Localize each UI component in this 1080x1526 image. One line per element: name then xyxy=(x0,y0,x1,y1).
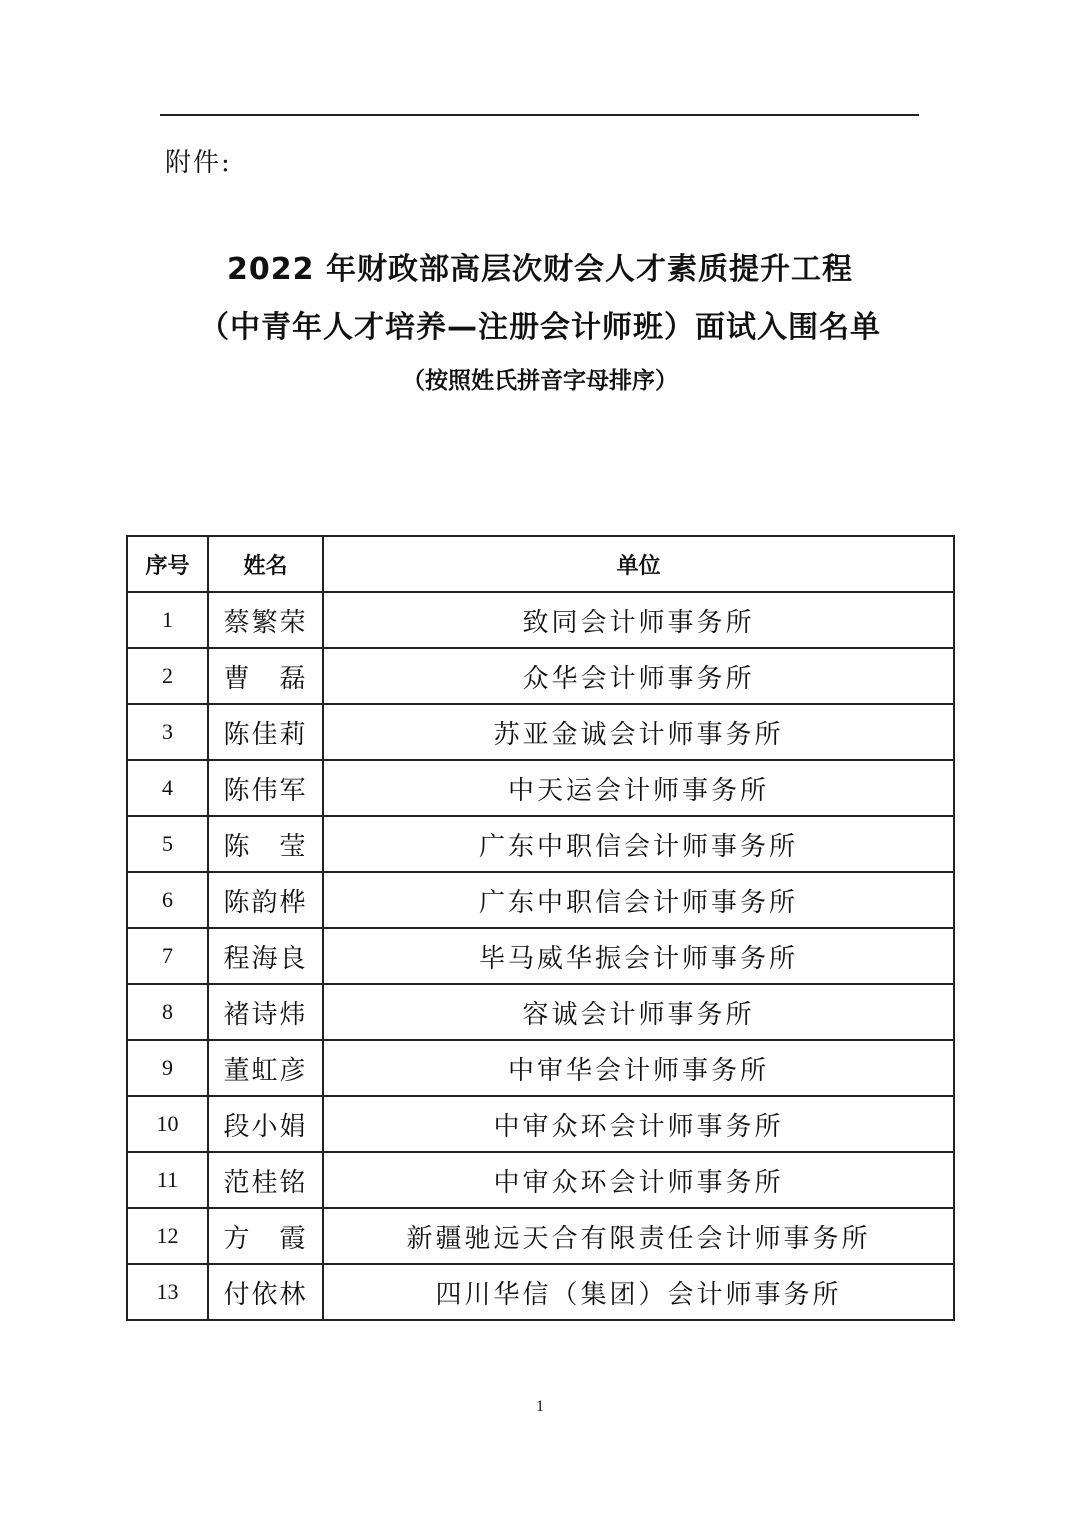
row-serial-number: 3 xyxy=(127,704,208,760)
row-serial-number: 7 xyxy=(127,928,208,984)
attachment-label: 附件: xyxy=(165,148,232,178)
row-serial-number: 8 xyxy=(127,984,208,1040)
table-row xyxy=(127,592,954,648)
header-serial-number: 序号 xyxy=(127,536,208,592)
header-organization: 单位 xyxy=(323,536,954,592)
row-name: 程海良 xyxy=(208,928,323,984)
row-organization: 中审众环会计师事务所 xyxy=(323,1096,954,1152)
table-row xyxy=(127,872,954,928)
row-name: 陈 莹 xyxy=(208,816,323,872)
row-serial-number: 10 xyxy=(127,1096,208,1152)
row-organization: 毕马威华振会计师事务所 xyxy=(323,928,954,984)
document-title-line-1: 2022 年财政部高层次财会人才素质提升工程 xyxy=(227,252,853,287)
table-row xyxy=(127,648,954,704)
row-serial-number: 9 xyxy=(127,1040,208,1096)
table-row xyxy=(127,984,954,1040)
table-row xyxy=(127,1152,954,1208)
row-name: 董虹彦 xyxy=(208,1040,323,1096)
header-rule xyxy=(160,114,919,116)
candidate-table xyxy=(126,535,955,1321)
table-row xyxy=(127,760,954,816)
row-serial-number: 2 xyxy=(127,648,208,704)
row-name: 范桂铭 xyxy=(208,1152,323,1208)
row-name: 蔡繁荣 xyxy=(208,592,323,648)
row-serial-number: 6 xyxy=(127,872,208,928)
table-row xyxy=(127,816,954,872)
table-row xyxy=(127,1264,954,1320)
row-organization: 中审众环会计师事务所 xyxy=(323,1152,954,1208)
row-name: 陈伟军 xyxy=(208,760,323,816)
row-serial-number: 11 xyxy=(127,1152,208,1208)
row-organization: 新疆驰远天合有限责任会计师事务所 xyxy=(323,1208,954,1264)
table-row xyxy=(127,704,954,760)
row-name: 段小娟 xyxy=(208,1096,323,1152)
table-row xyxy=(127,1208,954,1264)
document-title-line-2: （中青年人才培养—注册会计师班）面试入围名单 xyxy=(199,310,881,345)
row-organization: 广东中职信会计师事务所 xyxy=(323,816,954,872)
table-header-row xyxy=(127,536,954,592)
row-organization: 苏亚金诚会计师事务所 xyxy=(323,704,954,760)
table-row xyxy=(127,1040,954,1096)
row-organization: 中审华会计师事务所 xyxy=(323,1040,954,1096)
row-serial-number: 1 xyxy=(127,592,208,648)
row-organization: 四川华信（集团）会计师事务所 xyxy=(323,1264,954,1320)
table-row xyxy=(127,1096,954,1152)
row-organization: 容诚会计师事务所 xyxy=(323,984,954,1040)
page-number: 1 xyxy=(536,1398,544,1415)
header-name: 姓名 xyxy=(208,536,323,592)
table-row xyxy=(127,928,954,984)
row-name: 褚诗炜 xyxy=(208,984,323,1040)
row-organization: 致同会计师事务所 xyxy=(323,592,954,648)
row-serial-number: 13 xyxy=(127,1264,208,1320)
row-organization: 广东中职信会计师事务所 xyxy=(323,872,954,928)
row-name: 曹 磊 xyxy=(208,648,323,704)
row-organization: 中天运会计师事务所 xyxy=(323,760,954,816)
row-serial-number: 5 xyxy=(127,816,208,872)
row-name: 陈佳莉 xyxy=(208,704,323,760)
row-name: 方 霞 xyxy=(208,1208,323,1264)
row-name: 付依林 xyxy=(208,1264,323,1320)
row-serial-number: 4 xyxy=(127,760,208,816)
document-subtitle-sort-note: （按照姓氏拼音字母排序） xyxy=(402,368,678,394)
row-name: 陈韵桦 xyxy=(208,872,323,928)
row-serial-number: 12 xyxy=(127,1208,208,1264)
row-organization: 众华会计师事务所 xyxy=(323,648,954,704)
